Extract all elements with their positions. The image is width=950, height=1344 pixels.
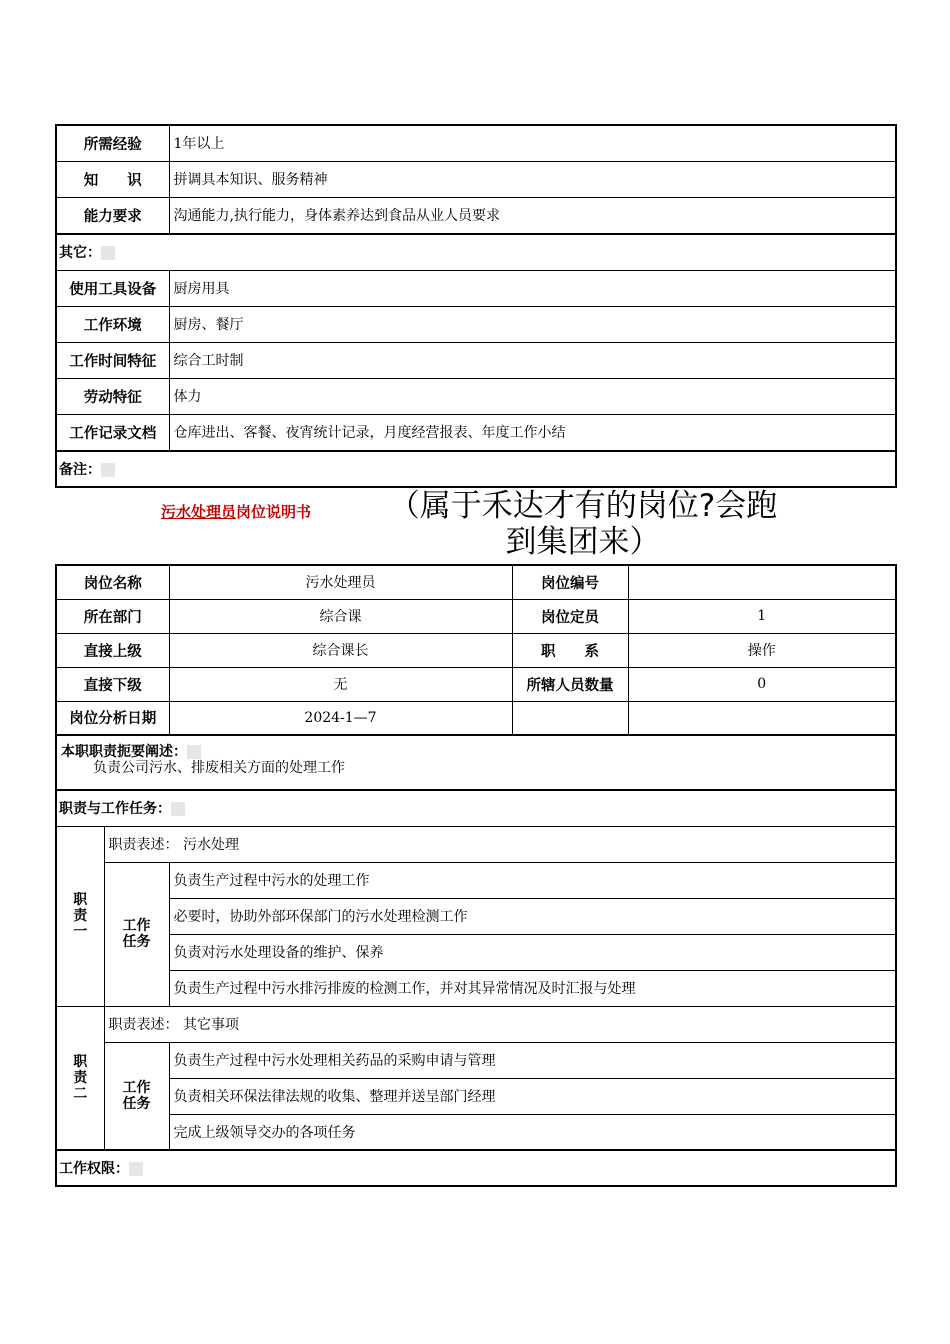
title-position-name: 污水处理员 <box>161 503 237 521</box>
remarks-heading-cell <box>56 451 896 487</box>
other-heading: 其它： <box>59 245 101 262</box>
work-time-value: 综合工时制 <box>169 342 896 378</box>
shade-block <box>171 802 185 816</box>
task-label-line: 任务 <box>122 934 151 950</box>
table-row <box>56 970 896 1006</box>
title-annotation-line1: （属于禾达才有的岗位?会跑 <box>388 488 778 524</box>
shade-block <box>187 745 201 759</box>
duty1-task: 必要时，协助外部环保部门的污水处理检测工作 <box>169 898 896 934</box>
duty1-label <box>56 826 104 1006</box>
title-small <box>161 501 311 522</box>
table-row <box>56 161 896 197</box>
duty2-task: 负责相关环保法律法规的收集、整理并送呈部门经理 <box>169 1078 896 1114</box>
duty2-label-char: 二 <box>73 1085 88 1102</box>
knowledge-value: 拼调具本知识、服务精神 <box>169 161 896 197</box>
table-row <box>56 862 896 898</box>
duty1-statement-row <box>56 826 896 862</box>
headcount-value: 1 <box>628 599 896 633</box>
direct-subordinate-label: 直接下级 <box>56 667 169 701</box>
duty2-statement: 职责表述： 其它事项 <box>104 1006 896 1042</box>
task-label-line: 工作 <box>122 918 151 934</box>
other-heading-cell <box>56 234 896 270</box>
table-row <box>56 234 896 270</box>
analysis-date-label: 岗位分析日期 <box>56 701 169 735</box>
position-name-label: 岗位名称 <box>56 565 169 599</box>
task-label-line: 工作 <box>122 1079 151 1096</box>
duty1-label-char: 职 <box>73 892 88 908</box>
table-row <box>56 701 896 735</box>
labor-label: 劳动特征 <box>56 378 169 414</box>
position-code-label: 岗位编号 <box>512 565 628 599</box>
duty2-task: 负责生产过程中污水处理相关药品的采购申请与管理 <box>169 1042 896 1078</box>
department-label: 所在部门 <box>56 599 169 633</box>
table-row <box>56 414 896 451</box>
job-description-section <box>55 564 895 1187</box>
table-row <box>56 934 896 970</box>
title-doc-type: 岗位说明书 <box>236 503 312 521</box>
duty2-label <box>56 1006 104 1150</box>
empty-label <box>512 701 628 735</box>
headcount-label: 岗位定员 <box>512 599 628 633</box>
task-label-line: 任务 <box>122 1095 151 1112</box>
ability-value: 沟通能力,执行能力，身体素养达到食品从业人员要求 <box>169 197 896 234</box>
document-title <box>55 488 895 564</box>
tools-value: 厨房用具 <box>169 270 896 306</box>
summary-cell <box>56 735 896 790</box>
duty1-task: 负责生产过程中污水的处理工作 <box>169 862 896 898</box>
records-label: 工作记录文档 <box>56 414 169 451</box>
table-row <box>56 1150 896 1186</box>
duty2-task-label <box>104 1042 169 1150</box>
duty1-task: 负责生产过程中污水排污排废的检测工作，并对其异常情况及时汇报与处理 <box>169 970 896 1006</box>
summary-heading-line <box>59 744 893 760</box>
labor-value: 体力 <box>169 378 896 414</box>
summary-text: 负责公司污水、排废相关方面的处理工作 <box>93 760 345 776</box>
experience-label: 所需经验 <box>56 125 169 161</box>
requirements-table <box>55 124 897 488</box>
table-row <box>56 378 896 414</box>
ability-label: 能力要求 <box>56 197 169 234</box>
table-row <box>56 1078 896 1114</box>
duty2-task: 完成上级领导交办的各项任务 <box>169 1114 896 1150</box>
table-row <box>56 270 896 306</box>
environment-value: 厨房、餐厅 <box>169 306 896 342</box>
title-annotation <box>363 488 803 560</box>
empty-value <box>628 701 896 735</box>
duties-heading-cell <box>56 790 896 826</box>
duty1-task: 负责对污水处理设备的维护、保养 <box>169 934 896 970</box>
direct-superior-value: 综合课长 <box>169 633 512 667</box>
direct-subordinate-value: 无 <box>169 667 512 701</box>
environment-label: 工作环境 <box>56 306 169 342</box>
table-row <box>56 633 896 667</box>
duty1-label-char: 一 <box>73 924 88 940</box>
top-section <box>55 124 895 488</box>
work-time-label: 工作时间特征 <box>56 342 169 378</box>
records-value: 仓库进出、客餐、夜宵统计记录，月度经营报表、年度工作小结 <box>169 414 896 451</box>
staff-count-label: 所辖人员数量 <box>512 667 628 701</box>
authority-heading-cell <box>56 1150 896 1186</box>
shade-block <box>129 1162 143 1176</box>
table-row <box>56 735 896 790</box>
duty1-task-label <box>104 862 169 1006</box>
table-row <box>56 306 896 342</box>
duty2-label-char: 责 <box>73 1069 88 1086</box>
table-row <box>56 599 896 633</box>
table-row <box>56 1042 896 1078</box>
analysis-date-value: 2024-1—7 <box>169 701 512 735</box>
department-value: 综合课 <box>169 599 512 633</box>
duty2-label-char: 职 <box>73 1053 88 1070</box>
table-row <box>56 565 896 599</box>
title-annotation-line2: 到集团来） <box>505 524 661 560</box>
table-row <box>56 197 896 234</box>
duties-heading: 职责与工作任务： <box>59 801 171 818</box>
summary-heading: 本职职责扼要阐述： <box>61 744 187 760</box>
table-row <box>56 451 896 487</box>
experience-value: 1年以上 <box>169 125 896 161</box>
duty2-statement-row <box>56 1006 896 1042</box>
job-family-label: 职 系 <box>512 633 628 667</box>
table-row <box>56 898 896 934</box>
staff-count-value: 0 <box>628 667 896 701</box>
position-name-value: 污水处理员 <box>169 565 512 599</box>
duty1-label-char: 责 <box>73 908 88 924</box>
table-row <box>56 790 896 826</box>
shade-block <box>101 246 115 260</box>
table-row <box>56 1114 896 1150</box>
job-family-value: 操作 <box>628 633 896 667</box>
position-code-value <box>628 565 896 599</box>
remarks-heading: 备注： <box>59 462 101 478</box>
duty1-statement: 职责表述： 污水处理 <box>104 826 896 862</box>
shade-block <box>101 463 115 477</box>
tools-label: 使用工具设备 <box>56 270 169 306</box>
job-info-table <box>55 564 897 1187</box>
table-row <box>56 125 896 161</box>
table-row <box>56 342 896 378</box>
knowledge-label: 知 识 <box>56 161 169 197</box>
direct-superior-label: 直接上级 <box>56 633 169 667</box>
table-row <box>56 667 896 701</box>
authority-heading: 工作权限： <box>59 1161 129 1177</box>
